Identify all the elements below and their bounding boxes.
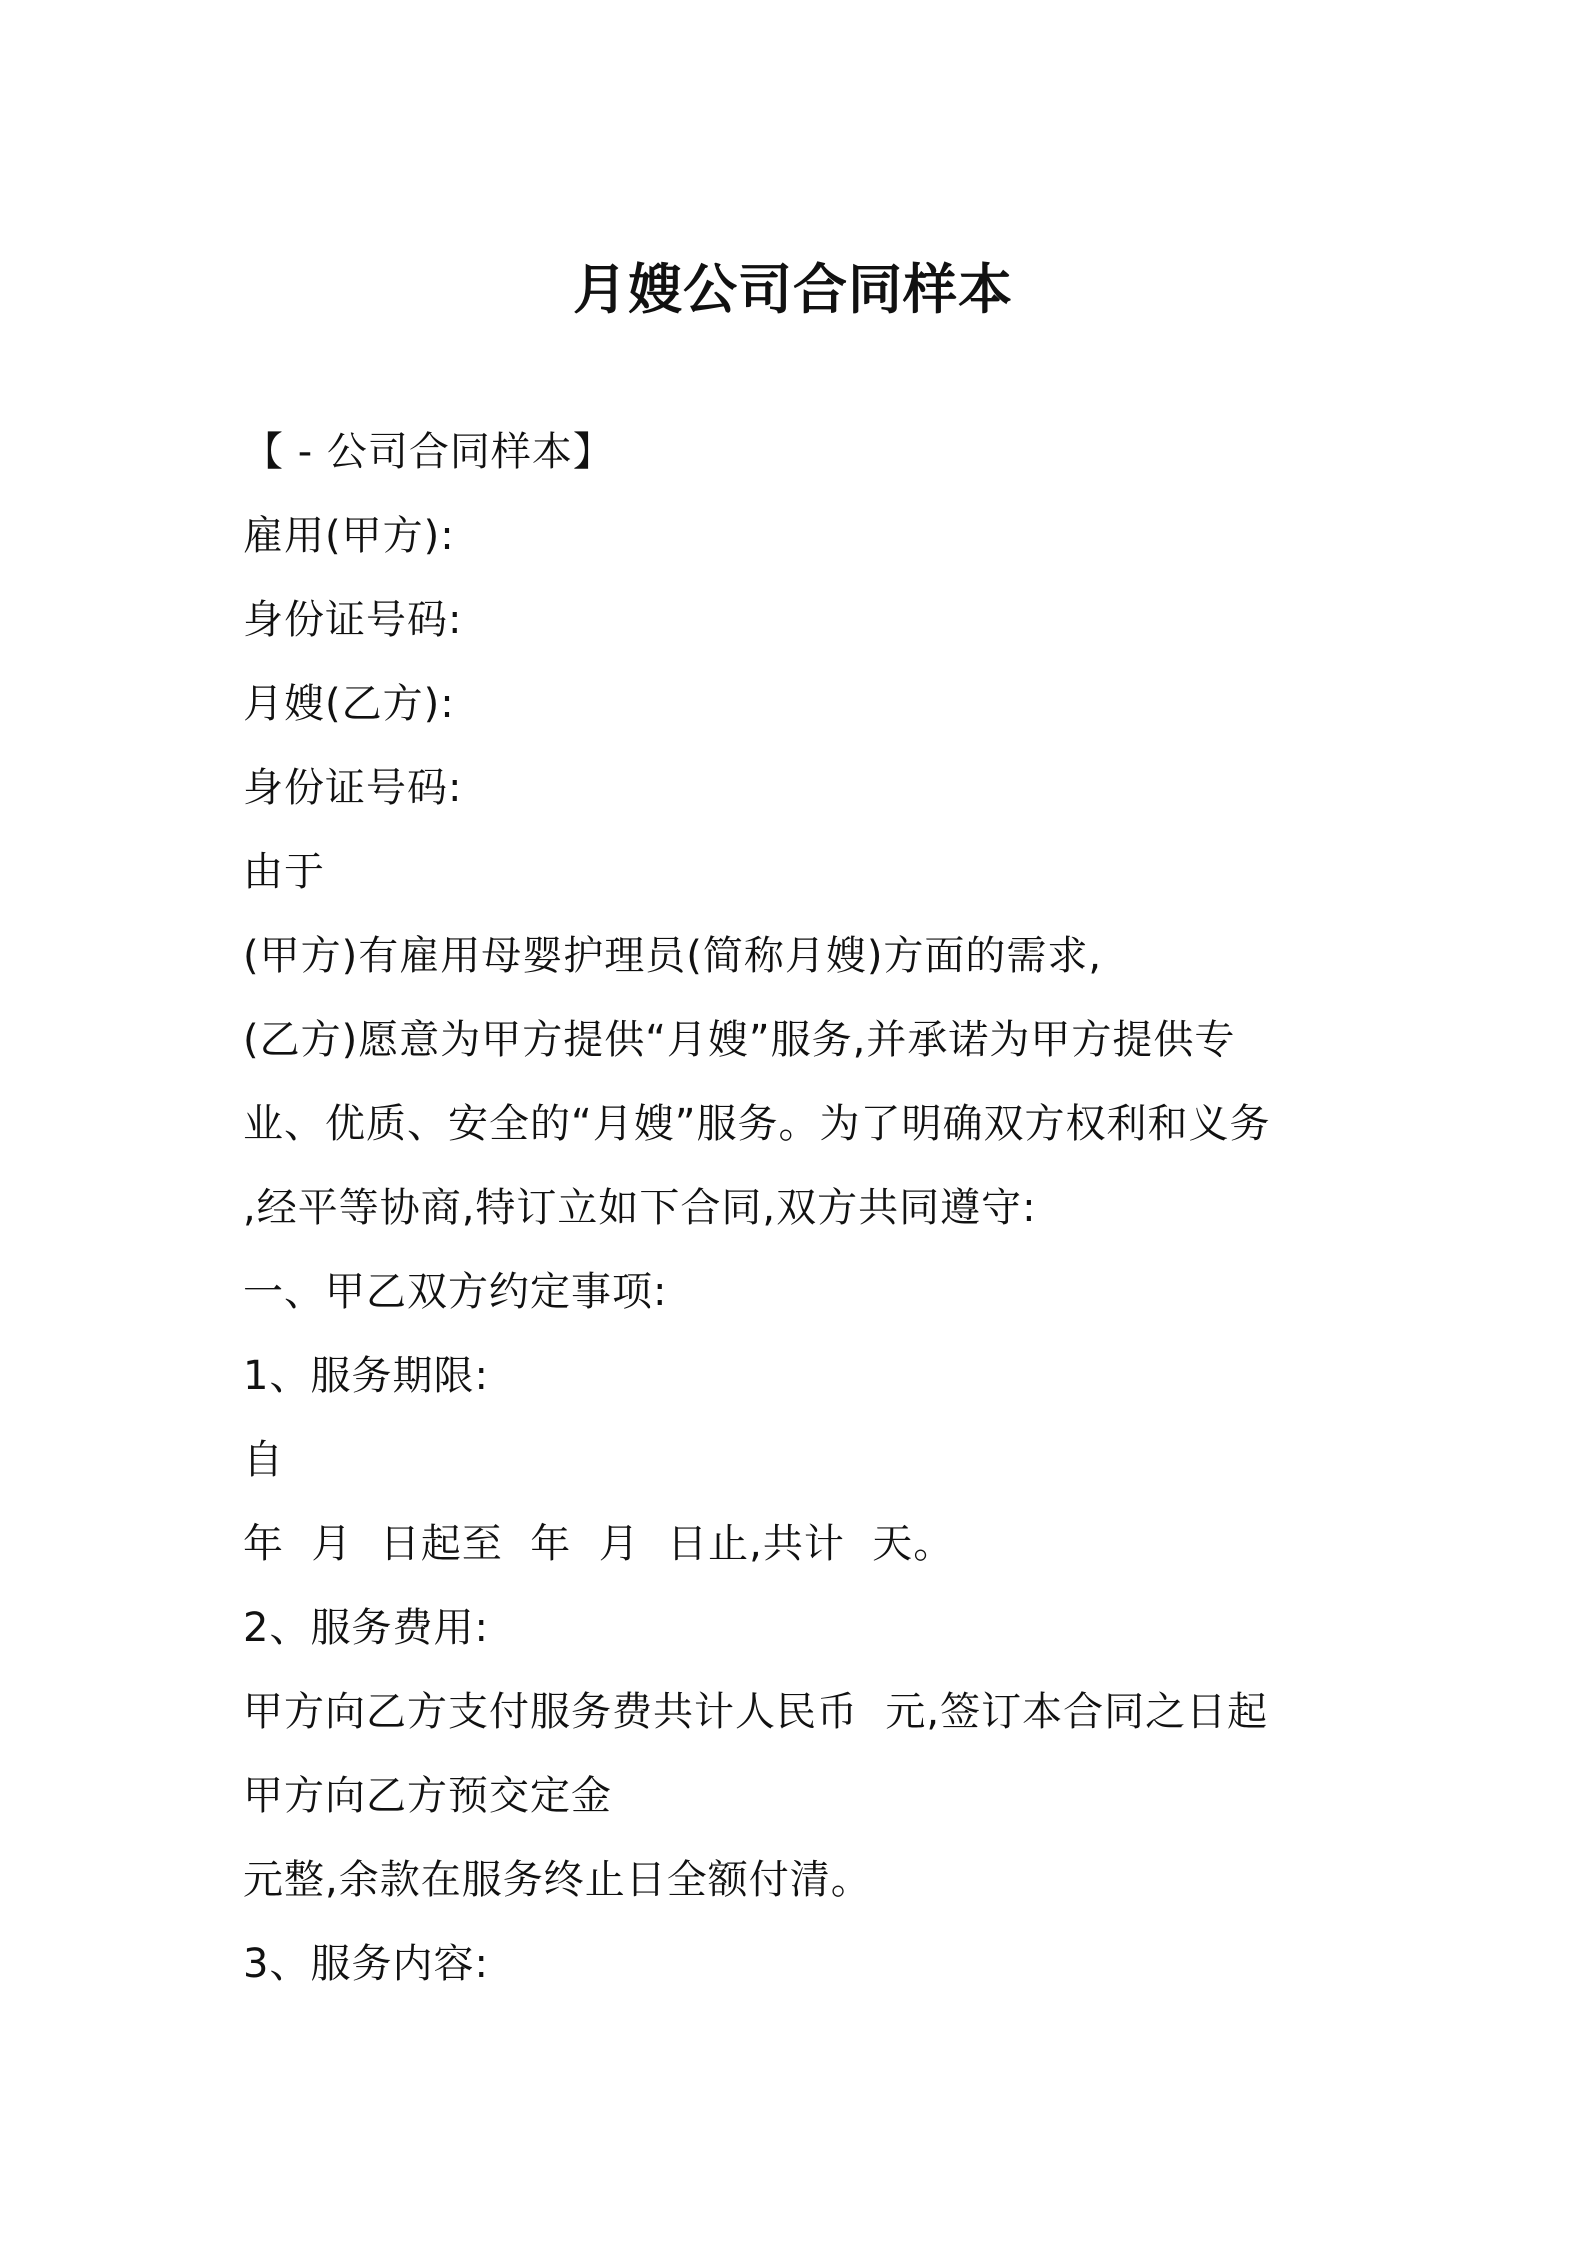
text-line: 身份证号码: — [243, 597, 463, 643]
text-line: 3、服务内容: — [243, 1941, 489, 1987]
text-line: 雇用(甲方): — [243, 513, 455, 559]
text-line: 由于 — [243, 849, 325, 895]
text-line: 2、服务费用: — [243, 1605, 489, 1651]
text-line: 年 月 日起至 年 月 日止,共计 天。 — [243, 1521, 955, 1567]
text-line: 甲方向乙方支付服务费共计人民币 元,签订本合同之日起 — [243, 1689, 1269, 1735]
document-body — [243, 410, 1373, 2006]
document-title: 月嫂公司合同样本 — [573, 258, 1013, 321]
text-line: 1、服务期限: — [243, 1353, 489, 1399]
text-line: ,经平等协商,特订立如下合同,双方共同遵守: — [243, 1185, 1037, 1231]
text-line: 甲方向乙方预交定金 — [243, 1773, 612, 1819]
text-line: 【 - 公司合同样本】 — [243, 429, 614, 475]
text-line: 业、优质、安全的“月嫂”服务。为了明确双方权利和义务 — [243, 1101, 1271, 1147]
text-line: 身份证号码: — [243, 765, 463, 811]
text-line: (甲方)有雇用母婴护理员(简称月嫂)方面的需求, — [243, 933, 1103, 979]
text-line: 月嫂(乙方): — [243, 681, 455, 727]
text-line: 元整,余款在服务终止日全额付清。 — [243, 1857, 872, 1903]
text-line: 一、甲乙双方约定事项: — [243, 1269, 668, 1315]
text-line: 自 — [243, 1437, 284, 1483]
text-line: (乙方)愿意为甲方提供“月嫂”服务,并承诺为甲方提供专 — [243, 1017, 1236, 1063]
